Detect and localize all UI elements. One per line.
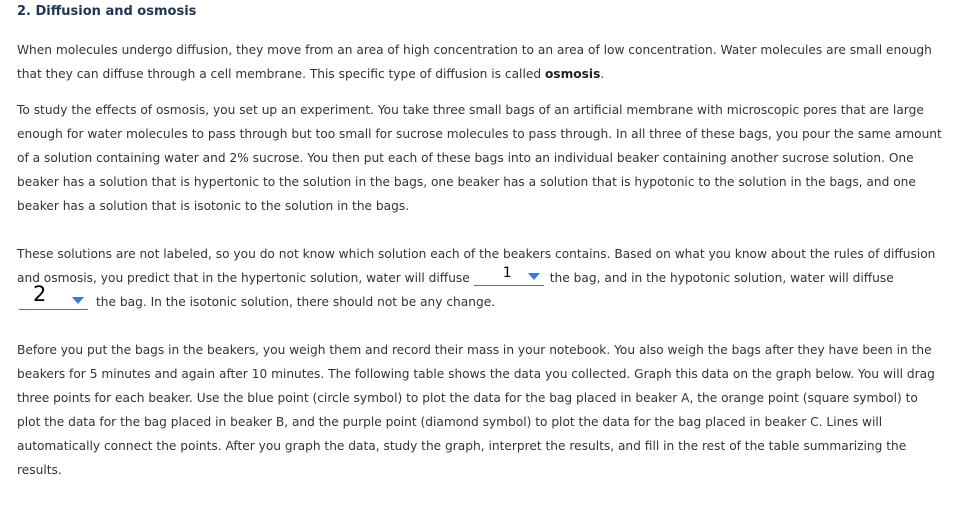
- dropdown-value: 2: [33, 282, 47, 306]
- hypotonic-direction-dropdown[interactable]: [19, 282, 88, 310]
- experiment-paragraph: To study the effects of osmosis, you set up an experiment. You take three small bags of an artificial membrane with microscopic pores that are large enough for water molecules to pass through but too small for sucrose molecules to pass through. In all three of these bags, you pour the same amount of a solution containing water and 2% sucrose. You then put each of these bags into an individual beaker containing another sucrose solution. One beaker has a solution that is hypertonic to the solution in the bags, one beaker has a solution that is hypotonic to the solution in the bags, and one beaker has a solution that is isotonic to the solution in the bags.: [17, 103, 942, 213]
- chevron-down-icon: [72, 297, 84, 304]
- osmosis-term: osmosis: [544, 67, 601, 81]
- hypertonic-direction-dropdown[interactable]: [474, 267, 544, 286]
- chevron-down-icon: [528, 273, 540, 280]
- prediction-paragraph: [17, 242, 942, 314]
- instructions-paragraph: Before you put the bags in the beakers, you weigh them and record their mass in your notebook. You also weigh the bags after they have been in the beakers for 5 minutes and again after 10 minutes. The following table shows the data you collected. Graph this data on the graph below. You will drag three points for each beaker. Use the blue point (circle symbol) to plot the data for the bag placed in beaker A, the orange point (square symbol) to plot the data for the bag placed in beaker B, and the purple point (diamond symbol) to plot the data for the bag placed in beaker C. Lines will automatically connect the points. After you graph the data, study the graph, interpret the results, and fill in the rest of the table summarizing the results.: [17, 343, 935, 477]
- prediction-text-b: the bag, and in the hypotonic solution, water will diffuse: [549, 271, 894, 285]
- prediction-text-c: the bag. In the isotonic solution, there should not be any change.: [96, 295, 496, 309]
- intro-text-end: .: [600, 67, 605, 81]
- prediction-text-a: These solutions are not labeled, so you do not know which solution each of the beakers contains. Based on what you know about the rules of diffusion and osmosis, you predict that in the hypertonic solution, water will diffuse: [17, 247, 936, 285]
- section-heading: 2. Diffusion and osmosis: [17, 4, 197, 19]
- intro-text: When molecules undergo diffusion, they move from an area of high concentration to an area of low concentration. Water molecules are small enough that they can diffuse through a cell membrane. This specific type of diffusion is called: [17, 43, 932, 81]
- intro-paragraph: [17, 38, 942, 86]
- dropdown-value: 1: [502, 265, 512, 281]
